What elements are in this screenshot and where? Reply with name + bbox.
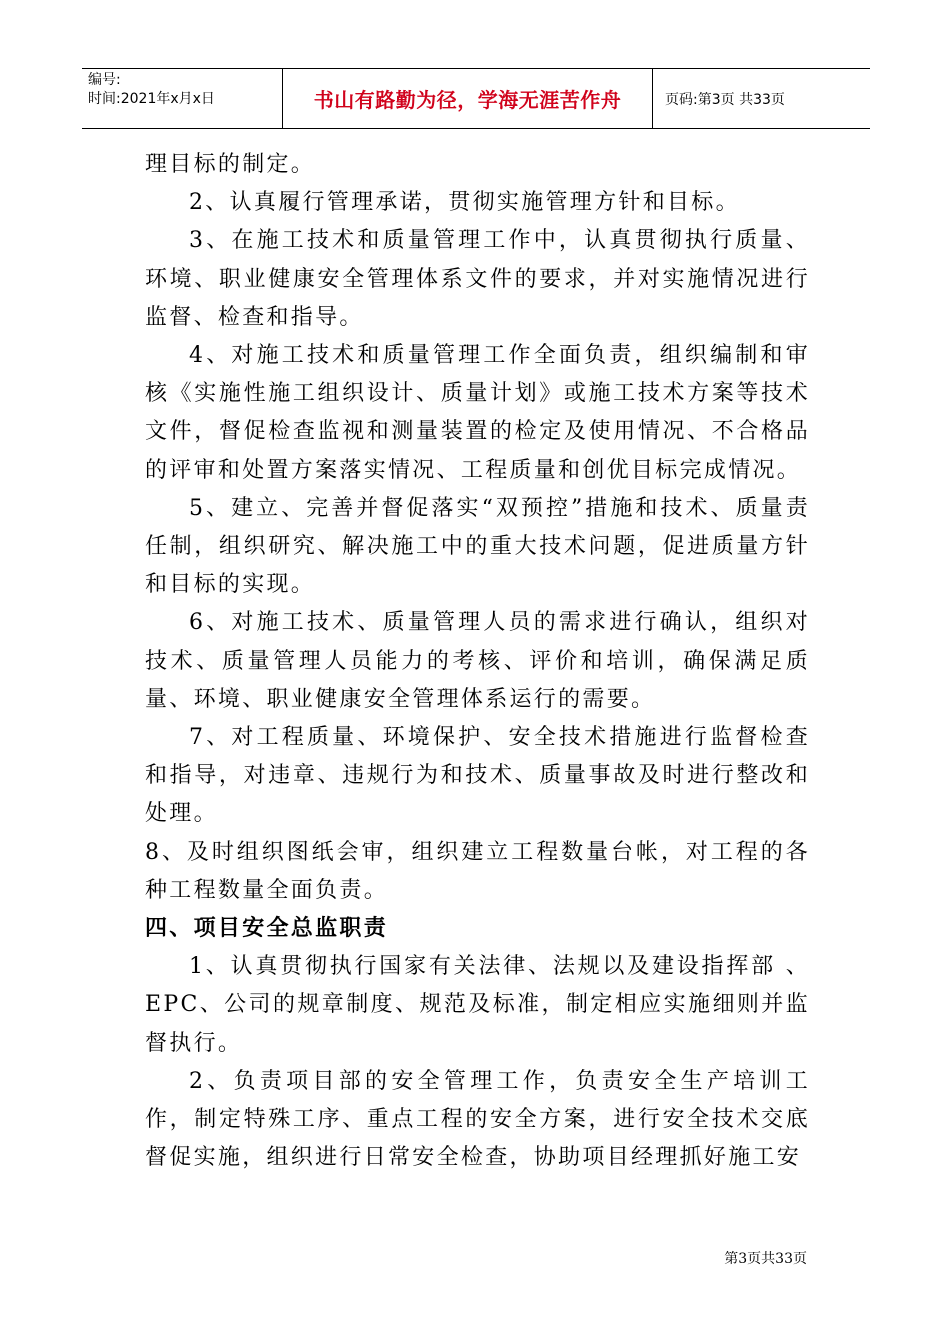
paragraph: 理目标的制定。 xyxy=(145,152,316,177)
document-number-label: 编号: xyxy=(88,72,121,88)
paragraph: 2、负责项目部的安全管理工作，负责安全生产培训工作，制定特殊工序、重点工程的安全方案，进行安全技术交底督促实施，组织进行日常安全检查，协助项目经理抓好施工安 xyxy=(145,1068,810,1171)
paragraph: 2、认真履行管理承诺，贯彻实施管理方针和目标。 xyxy=(189,190,740,216)
paragraph: 3、在施工技术和质量管理工作中，认真贯彻执行质量、环境、职业健康安全管理体系文件的要求，并对实施情况进行监督、检查和指导。 xyxy=(145,228,810,330)
document-body xyxy=(145,146,810,1177)
header-page-info: 页码:第3页 共33页 xyxy=(665,91,785,108)
paragraph: 5、建立、完善并督促落实“双预控”措施和技术、质量责任制，组织研究、解决施工中的重大技术问题，促进质量方针和目标的实现。 xyxy=(145,495,810,598)
paragraph: 8、及时组织图纸会审，组织建立工程数量台帐，对工程的各种工程数量全面负责。 xyxy=(145,839,810,903)
header-motto: 书山有路勤为径，学海无涯苦作舟 xyxy=(282,69,653,128)
page-header xyxy=(82,68,870,129)
paragraph: 4、对施工技术和质量管理工作全面负责，组织编制和审核《实施性施工组织设计、质量计划》或施工技术方案等技术文件，督促检查监视和测量装置的检定及使用情况、不合格品的评审和处置方案落实情况、工程质量和创优目标完成情况。 xyxy=(145,343,810,483)
document-time-label: 时间:2021年x月x日 xyxy=(88,91,215,107)
paragraph: 6、对施工技术、质量管理人员的需求进行确认，组织对技术、质量管理人员能力的考核、评价和培训，确保满足质量、环境、职业健康安全管理体系运行的需要。 xyxy=(145,610,810,712)
paragraph: 7、对工程质量、环境保护、安全技术措施进行监督检查和指导，对违章、违规行为和技术、质量事故及时进行整改和处理。 xyxy=(145,725,810,827)
paragraph: 1、认真贯彻执行国家有关法律、法规以及建设指挥部 、EPC、公司的规章制度、规范及标准，制定相应实施细则并监督执行。 xyxy=(145,954,810,1056)
header-meta xyxy=(82,69,282,128)
section-heading: 四、项目安全总监职责 xyxy=(145,916,389,942)
page-footer: 第3页共33页 xyxy=(724,1251,807,1267)
